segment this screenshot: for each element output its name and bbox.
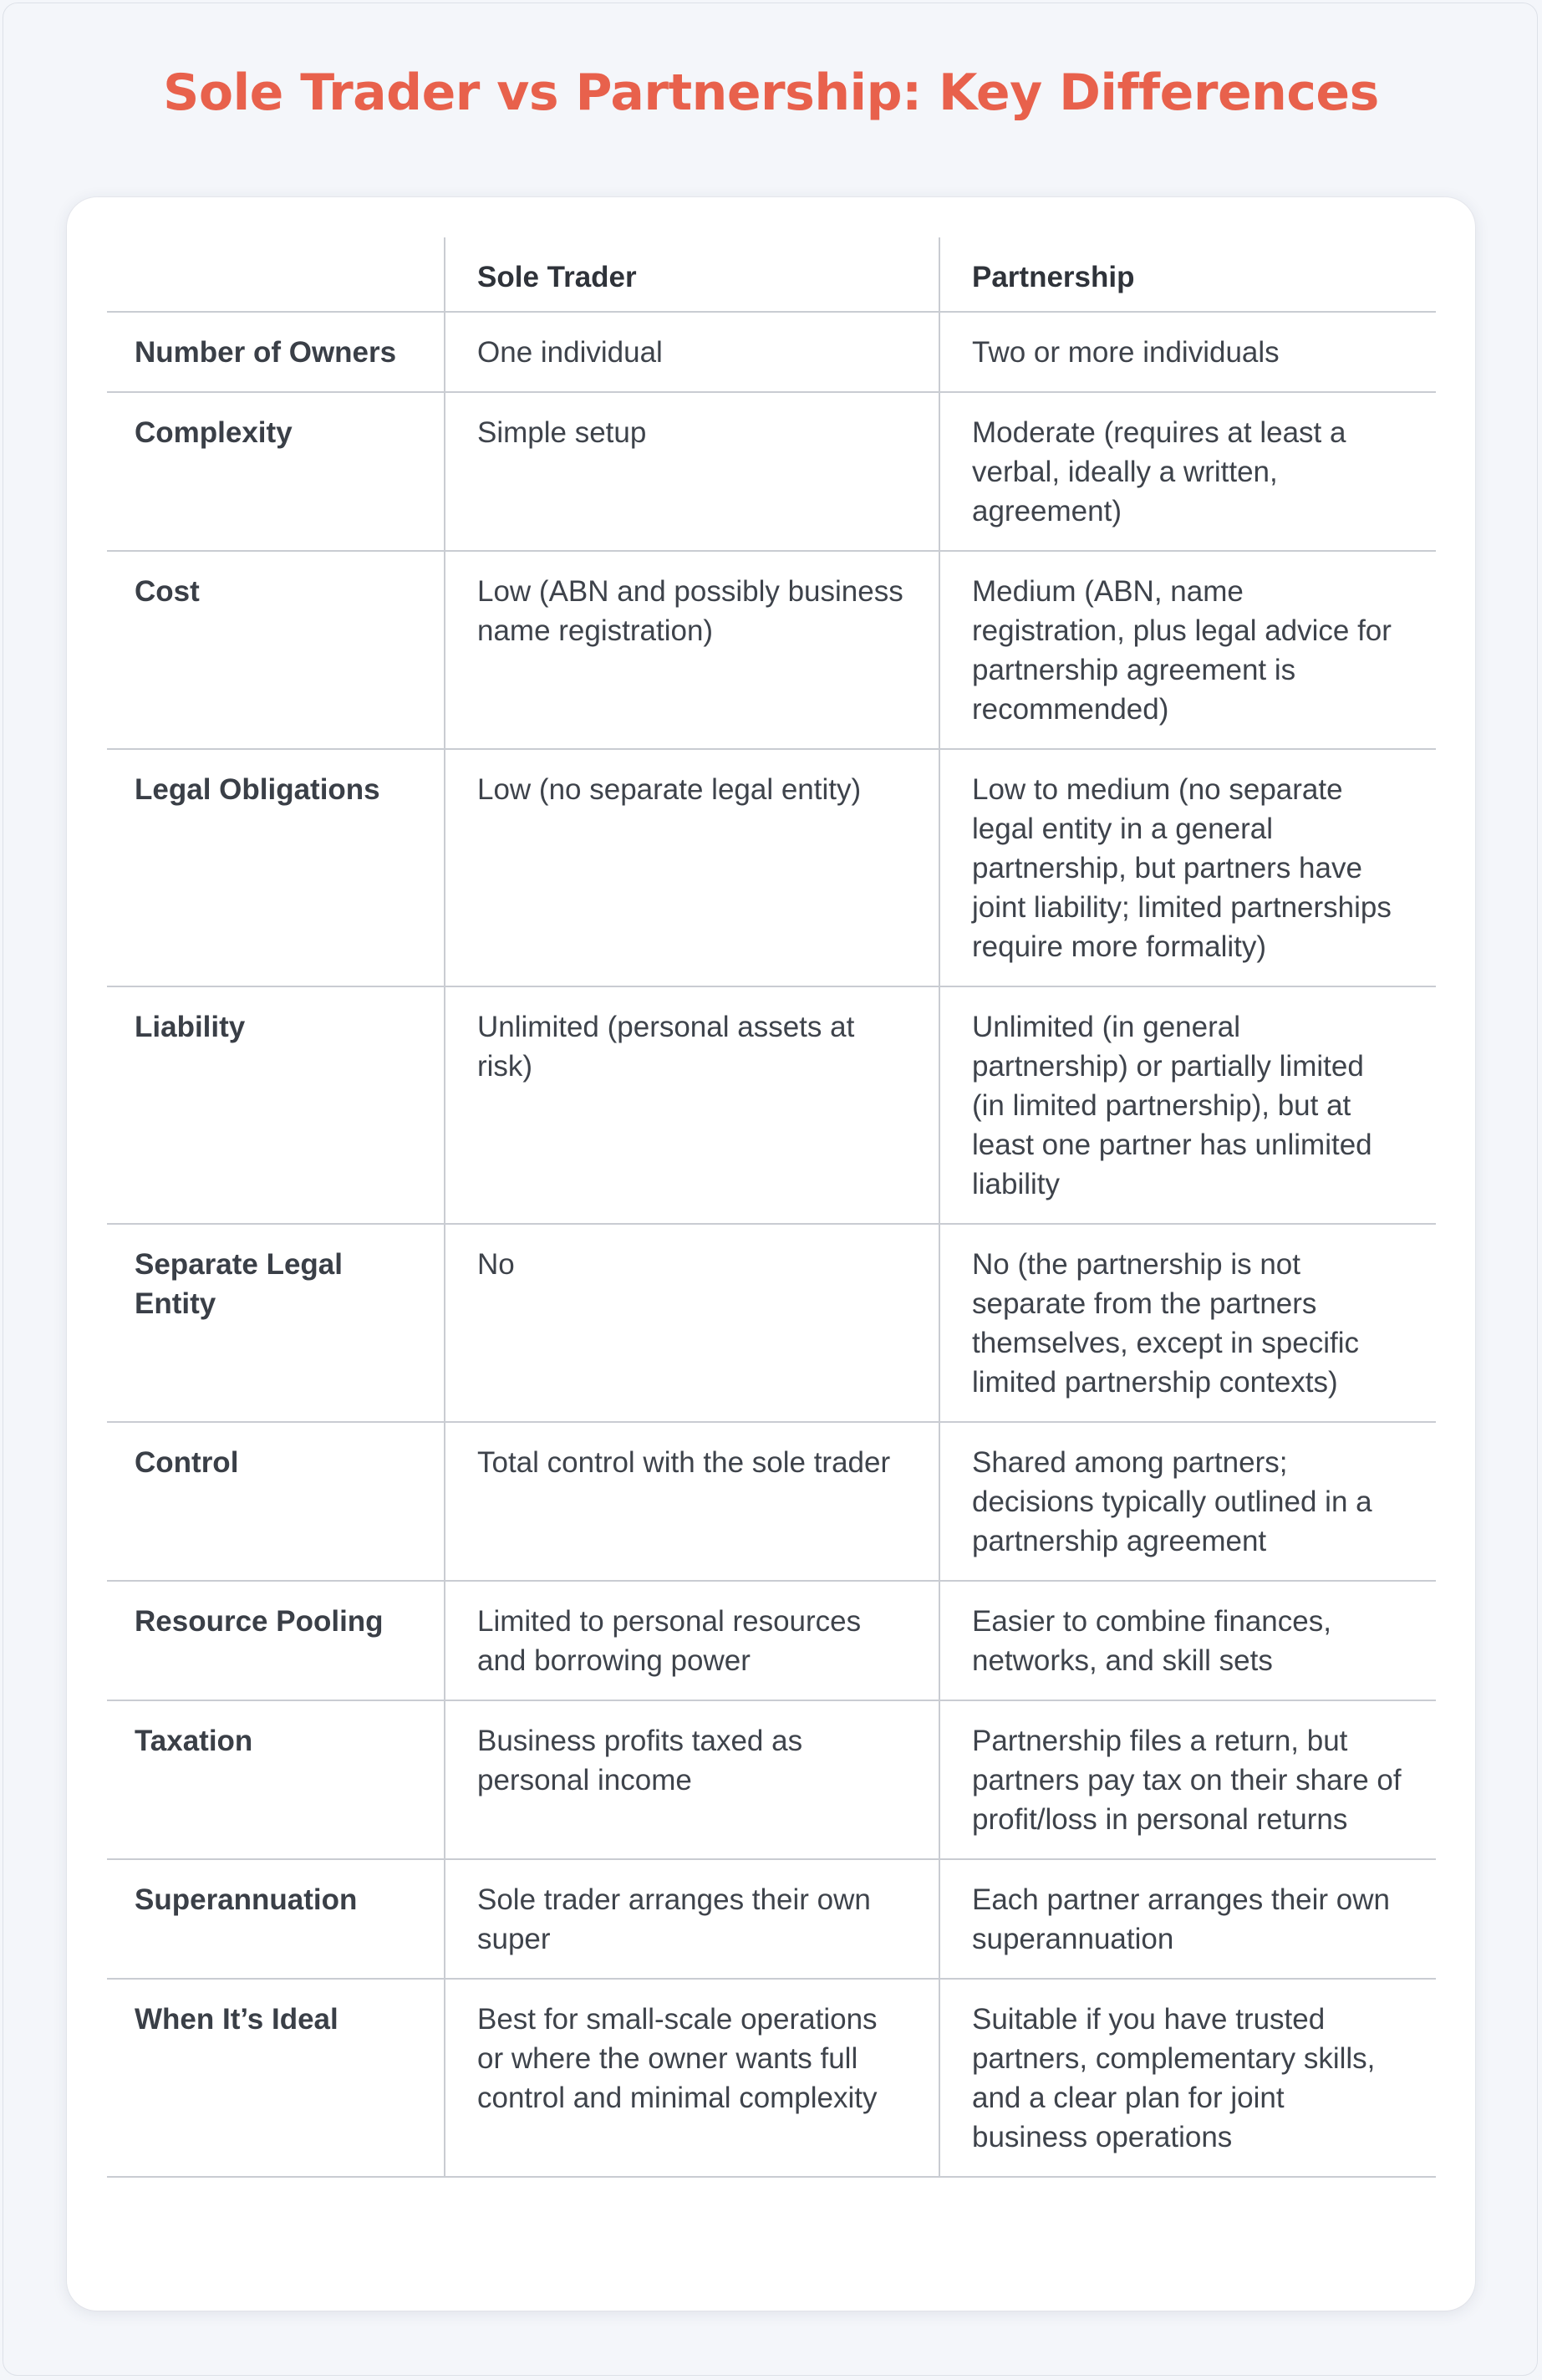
row-label: Liability — [107, 986, 445, 1224]
sole-trader-cell: Limited to personal resources and borrowing power — [445, 1581, 939, 1700]
partnership-cell: No (the partnership is not separate from the partners themselves, except in specific limited partnership contexts) — [939, 1224, 1436, 1422]
row-label: Taxation — [107, 1700, 445, 1859]
table-row — [107, 1859, 1436, 1979]
sole-trader-cell: No — [445, 1224, 939, 1422]
sole-trader-cell: Sole trader arranges their own super — [445, 1859, 939, 1979]
partnership-cell: Low to medium (no separate legal entity in a general partnership, but partners have joint liability; limited partnerships require more formality) — [939, 749, 1436, 986]
row-label: Cost — [107, 551, 445, 749]
partnership-cell: Easier to combine finances, networks, and skill sets — [939, 1581, 1436, 1700]
row-label: Superannuation — [107, 1859, 445, 1979]
table-row — [107, 551, 1436, 749]
header-partnership: Partnership — [939, 237, 1436, 312]
header-sole-trader: Sole Trader — [445, 237, 939, 312]
table-row — [107, 986, 1436, 1224]
sole-trader-cell: Total control with the sole trader — [445, 1422, 939, 1581]
table-row — [107, 312, 1436, 392]
sole-trader-cell: Low (no separate legal entity) — [445, 749, 939, 986]
row-label: Control — [107, 1422, 445, 1581]
sole-trader-cell: Business profits taxed as personal income — [445, 1700, 939, 1859]
table-row — [107, 1224, 1436, 1422]
table-row — [107, 392, 1436, 551]
table-row — [107, 1581, 1436, 1700]
header-empty-cell — [107, 237, 445, 312]
row-label: When It’s Ideal — [107, 1979, 445, 2177]
table-header-row — [107, 237, 1436, 312]
row-label: Resource Pooling — [107, 1581, 445, 1700]
partnership-cell: Suitable if you have trusted partners, complementary skills, and a clear plan for joint business operations — [939, 1979, 1436, 2177]
page-title: Sole Trader vs Partnership: Key Differences — [163, 64, 1379, 122]
sole-trader-cell: Best for small-scale operations or where the owner wants full control and minimal complexity — [445, 1979, 939, 2177]
table-row — [107, 1700, 1436, 1859]
table-row — [107, 1979, 1436, 2177]
sole-trader-cell: Low (ABN and possibly business name registration) — [445, 551, 939, 749]
row-label: Number of Owners — [107, 312, 445, 392]
partnership-cell: Medium (ABN, name registration, plus legal advice for partnership agreement is recommended) — [939, 551, 1436, 749]
partnership-cell: Moderate (requires at least a verbal, ideally a written, agreement) — [939, 392, 1436, 551]
sole-trader-cell: One individual — [445, 312, 939, 392]
sole-trader-cell: Unlimited (personal assets at risk) — [445, 986, 939, 1224]
partnership-cell: Each partner arranges their own superannuation — [939, 1859, 1436, 1979]
table-row — [107, 749, 1436, 986]
comparison-table — [107, 237, 1436, 2178]
comparison-card — [67, 197, 1475, 2311]
sole-trader-cell: Simple setup — [445, 392, 939, 551]
partnership-cell: Shared among partners; decisions typically outlined in a partnership agreement — [939, 1422, 1436, 1581]
partnership-cell: Partnership files a return, but partners pay tax on their share of profit/loss in personal returns — [939, 1700, 1436, 1859]
partnership-cell: Unlimited (in general partnership) or partially limited (in limited partnership), but at least one partner has unlimited liability — [939, 986, 1436, 1224]
table-row — [107, 1422, 1436, 1581]
row-label: Legal Obligations — [107, 749, 445, 986]
row-label: Separate Legal Entity — [107, 1224, 445, 1422]
row-label: Complexity — [107, 392, 445, 551]
partnership-cell: Two or more individuals — [939, 312, 1436, 392]
